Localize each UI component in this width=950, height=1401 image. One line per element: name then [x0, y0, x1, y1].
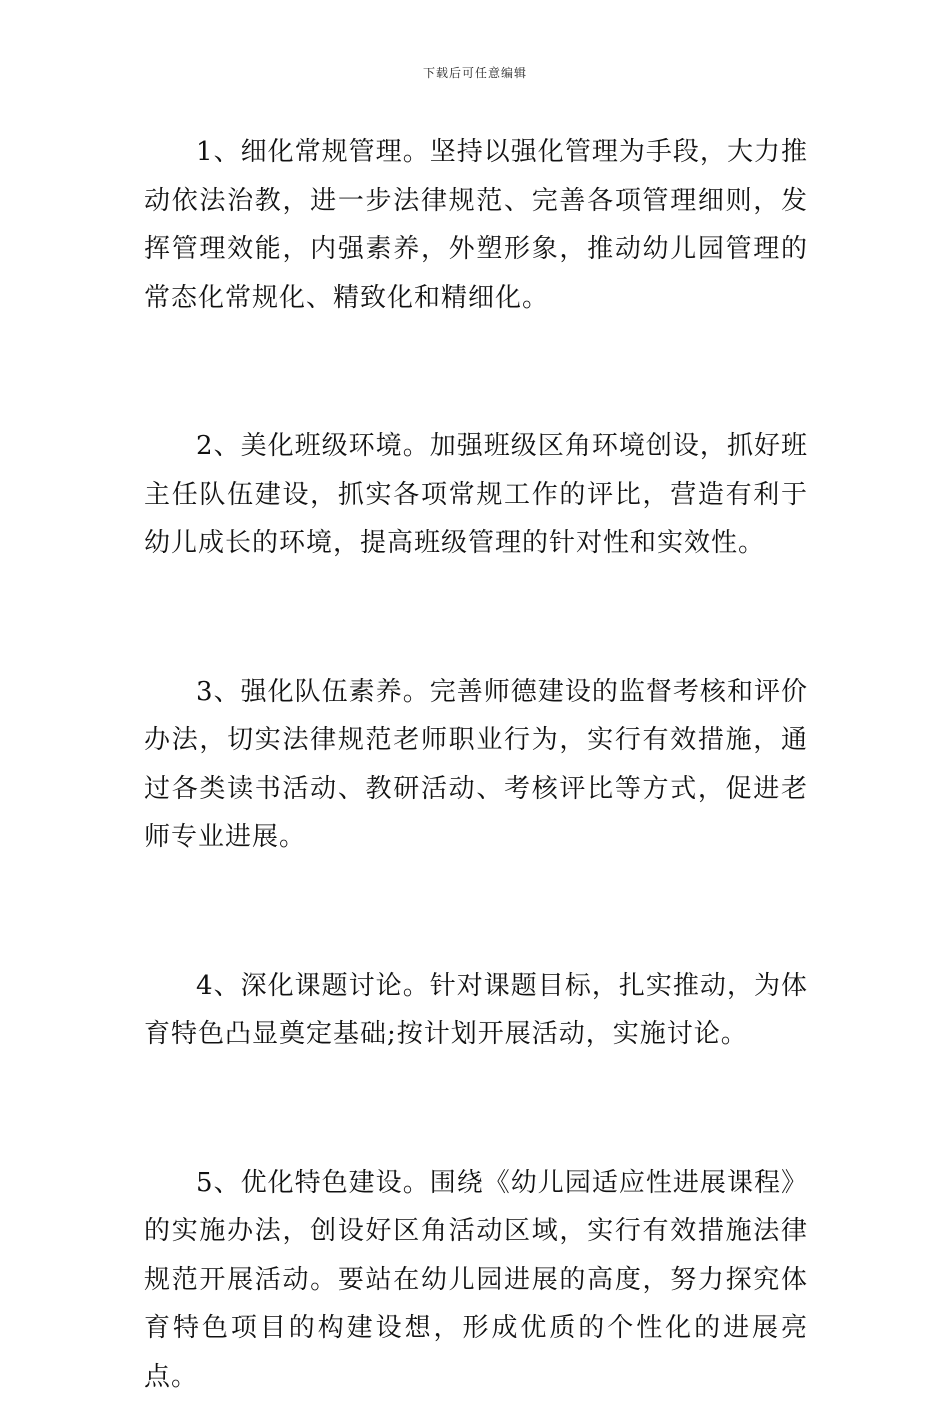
paragraph-2: 2、美化班级环境。加强班级区角环境创设，抓好班主任队伍建设，抓实各项常规工作的评比，营造有利于幼儿成长的环境，提高班级管理的针对性和实效性。: [144, 422, 808, 568]
document-body: [144, 128, 808, 1401]
header-note: 下载后可任意编辑: [0, 64, 950, 81]
paragraph-4: 4、深化课题讨论。针对课题目标，扎实推动，为体育特色凸显奠定基础;按计划开展活动，实施讨论。: [144, 962, 808, 1059]
paragraph-5: 5、优化特色建设。围绕《幼儿园适应性进展课程》的实施办法，创设好区角活动区域，实行有效措施法律规范开展活动。要站在幼儿园进展的高度，努力探究体育特色项目的构建设想，形成优质的个性化的进展亮点。: [144, 1159, 808, 1401]
paragraph-3: 3、强化队伍素养。完善师德建设的监督考核和评价办法，切实法律规范老师职业行为，实行有效措施，通过各类读书活动、教研活动、考核评比等方式，促进老师专业进展。: [144, 668, 808, 862]
paragraph-1: 1、细化常规管理。坚持以强化管理为手段，大力推动依法治教，进一步法律规范、完善各项管理细则，发挥管理效能，内强素养，外塑形象，推动幼儿园管理的常态化常规化、精致化和精细化。: [144, 128, 808, 322]
